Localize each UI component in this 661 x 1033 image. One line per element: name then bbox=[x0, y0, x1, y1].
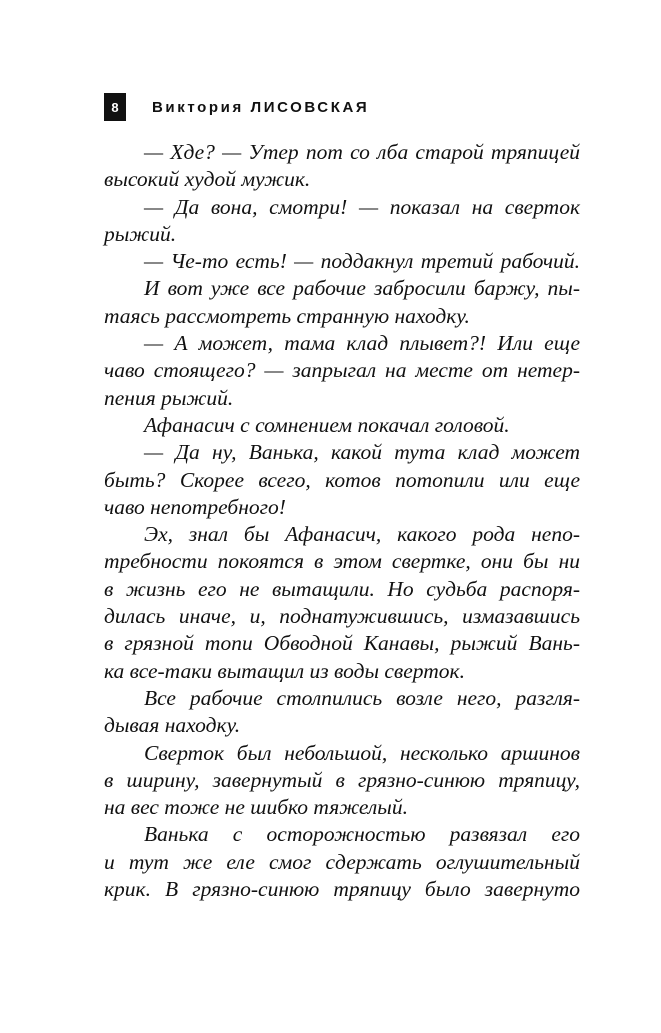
text-line: в грязной топи Обводной Канавы, рыжий Вань- bbox=[104, 631, 580, 656]
text-line: быть? Скорее всего, котов потопили или еще bbox=[104, 467, 580, 492]
text-line: — Че-то есть! — поддакнул третий рабочий. bbox=[144, 249, 580, 274]
text-line: — Да вона, смотри! — показал на сверток bbox=[144, 194, 580, 219]
text-line: пения рыжий. bbox=[104, 385, 234, 410]
text-line: Афанасич с сомнением покачал головой. bbox=[144, 412, 510, 437]
text-line: Эх, знал бы Афанасич, какого рода непо- bbox=[144, 522, 580, 547]
text-line: требности покоятся в этом свертке, они бы ни bbox=[104, 549, 580, 574]
running-head-author: Виктория ЛИСОВСКАЯ bbox=[152, 98, 370, 116]
text-line: рыжий. bbox=[104, 221, 177, 246]
text-line: и тут же еле смог сдержать оглушительный bbox=[104, 849, 580, 874]
body-text bbox=[104, 139, 580, 903]
text-line: в ширину, завернутый в грязно-синюю тряпицу, bbox=[104, 767, 580, 792]
text-line: И вот уже все рабочие забросили баржу, пы- bbox=[144, 276, 580, 301]
text-line: Сверток был небольшой, несколько аршинов bbox=[144, 740, 580, 765]
text-line: Все рабочие столпились возле него, разгля- bbox=[144, 685, 580, 710]
text-line: — А может, тама клад плывет?! Или еще bbox=[144, 331, 580, 356]
text-line: крик. В грязно-синюю тряпицу было завернуто bbox=[104, 877, 580, 902]
text-line: чаво непотребного! bbox=[104, 494, 286, 519]
text-line: высокий худой мужик. bbox=[104, 167, 311, 192]
running-header bbox=[104, 92, 369, 122]
text-line: дилась иначе, и, поднатужившись, измазавшись bbox=[104, 604, 580, 629]
text-line: таясь рассмотреть странную находку. bbox=[104, 303, 470, 328]
text-line: ка все-таки вытащил из воды сверток. bbox=[104, 658, 465, 683]
text-line: — Хде? — Утер пот со лба старой тряпицей bbox=[144, 140, 580, 164]
text-line: чаво стоящего? — запрыгал на месте от нетер- bbox=[104, 358, 580, 383]
text-line: — Да ну, Ванька, какой тута клад может bbox=[144, 440, 580, 465]
text-line: в жизнь его не вытащили. Но судьба распоря- bbox=[104, 576, 580, 601]
text-line: Ванька с осторожностью развязал его bbox=[144, 822, 580, 847]
text-line: дывая находку. bbox=[104, 713, 241, 738]
text-line: на вес тоже не шибко тяжелый. bbox=[104, 795, 408, 820]
page-number: 8 bbox=[104, 93, 126, 121]
